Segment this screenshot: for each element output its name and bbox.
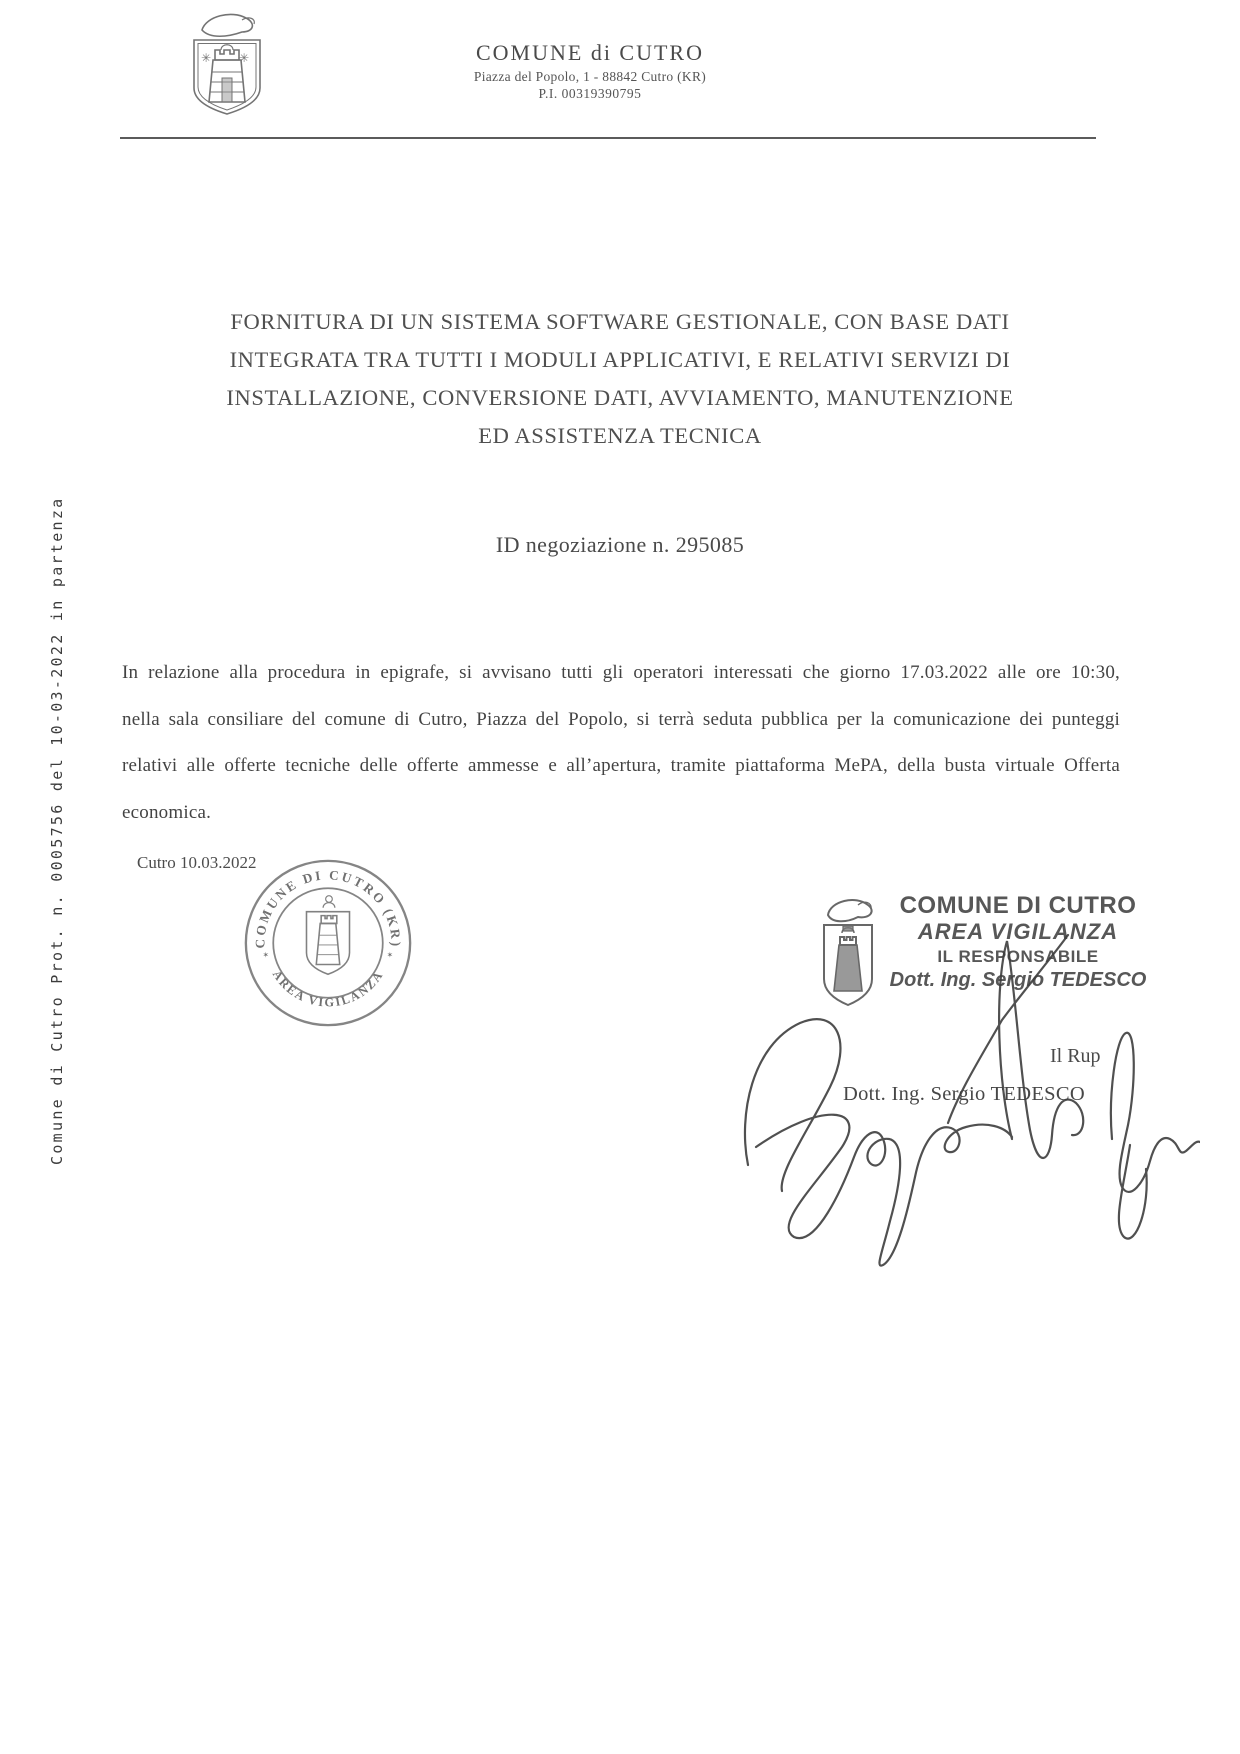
- stamp-org-line: COMUNE DI CUTRO: [899, 892, 1137, 919]
- stamp-center-crest: [306, 896, 349, 975]
- municipality-vat: P.I. 00319390795: [538, 86, 642, 101]
- approval-stamp: [816, 893, 1152, 1013]
- negotiation-id: ID negoziazione n. 295085: [495, 532, 745, 557]
- signature-role-label: Il Rup: [1050, 1045, 1101, 1067]
- letterhead: [360, 40, 820, 102]
- svg-text:✶: ✶: [262, 950, 270, 960]
- body-paragraph: In relazione alla procedura in epigrafe, si avvisano tutti gli operatori interessati che giorno 17.03.2022 alle ore 10:30, nella sala consiliare del comune di Cutro, Piazza del Popolo, si terrà seduta pubblica per la comunicazione dei punteggi relativi alle offerte tecniche delle offerte ammesse e all’apertura, tramite piattaforma MePA, della busta virtuale Offerta economica.: [122, 662, 1120, 823]
- municipality-name: COMUNE di CUTRO: [475, 40, 704, 65]
- round-office-stamp: [240, 855, 416, 1031]
- approval-stamp-text: [884, 893, 1152, 992]
- municipality-address: Piazza del Popolo, 1 - 88842 Cutro (KR): [473, 69, 707, 84]
- stamp-area-line: AREA VIGILANZA: [917, 919, 1119, 944]
- dateline: Cutro 10.03.2022: [137, 853, 257, 872]
- title-line: INSTALLAZIONE, CONVERSIONE DATI, AVVIAMENTO, MANUTENZIONE: [226, 385, 1014, 410]
- stamp-arc-bottom-text: AREA VIGILANZA: [269, 967, 387, 1010]
- signature-name-label: Dott. Ing. Sergio TEDESCO: [843, 1083, 1085, 1105]
- title-line: ED ASSISTENZA TECNICA: [478, 423, 762, 448]
- stamp-role-line: IL RESPONSABILE: [937, 947, 1099, 966]
- svg-text:✶: ✶: [386, 950, 394, 960]
- document-title: [120, 303, 1120, 455]
- protocol-sidebar-note: Comune di Cutro Prot. n. 0005756 del 10-03-2022 in partenza: [48, 496, 66, 1165]
- title-line: FORNITURA DI UN SISTEMA SOFTWARE GESTIONALE, CON BASE DATI: [230, 309, 1010, 334]
- title-line: INTEGRATA TRA TUTTI I MODULI APPLICATIVI, E RELATIVI SERVIZI DI: [229, 347, 1011, 372]
- svg-text:✳: ✳: [239, 51, 250, 65]
- stamp-crest-icon: [816, 893, 878, 1013]
- svg-text:✳: ✳: [201, 51, 212, 65]
- stamp-name-line: Dott. Ing. Sergio TEDESCO: [889, 969, 1147, 991]
- municipal-crest-icon: [180, 10, 272, 118]
- header-divider: [120, 137, 1096, 139]
- stamp-arc-top-text: COMUNE DI CUTRO (KR): [252, 867, 404, 949]
